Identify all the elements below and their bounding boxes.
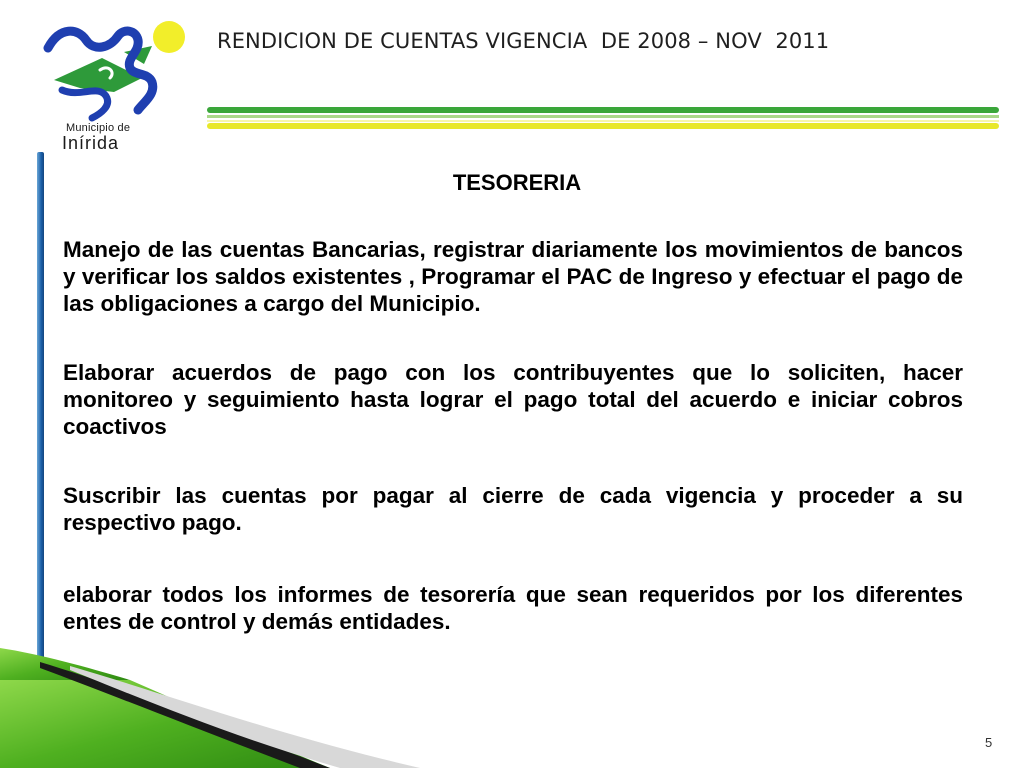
municipality-logo [40,18,190,154]
paragraph-accounts-payable: Suscribir las cuentas por pagar al cierre de cada vigencia y proceder a su respectivo pago. [63,483,963,535]
page-number: 5 [985,735,993,750]
logo-caption-inirida: Inírida [62,133,120,153]
logo-caption-municipio: Municipio de [66,122,131,134]
header-title: RENDICION DE CUENTAS VIGENCIA DE 2008 – NOV 2011 [217,29,830,53]
paragraph-payment-agreements: Elaborar acuerdos de pago con los contribuyentes que lo soliciten, hacer monitoreo y seguimiento hasta lograr el pago total del acuerdo e iniciar cobros coactivos [63,360,963,439]
paragraph-treasury-reports: elaborar todos los informes de tesorería que sean requeridos por los diferentes entes de control y demás entidades. [63,582,963,634]
slide-body [63,236,963,677]
paragraph-bank-accounts: Manejo de las cuentas Bancarias, registrar diariamente los movimientos de bancos y verificar los saldos existentes , Programar el PAC de Ingreso y efectuar el pago de las obligaciones a cargo del Municipio. [63,237,963,316]
header-stripes [207,106,1001,132]
section-title: TESORERIA [452,170,582,195]
logo-emblem-icon [40,18,190,128]
